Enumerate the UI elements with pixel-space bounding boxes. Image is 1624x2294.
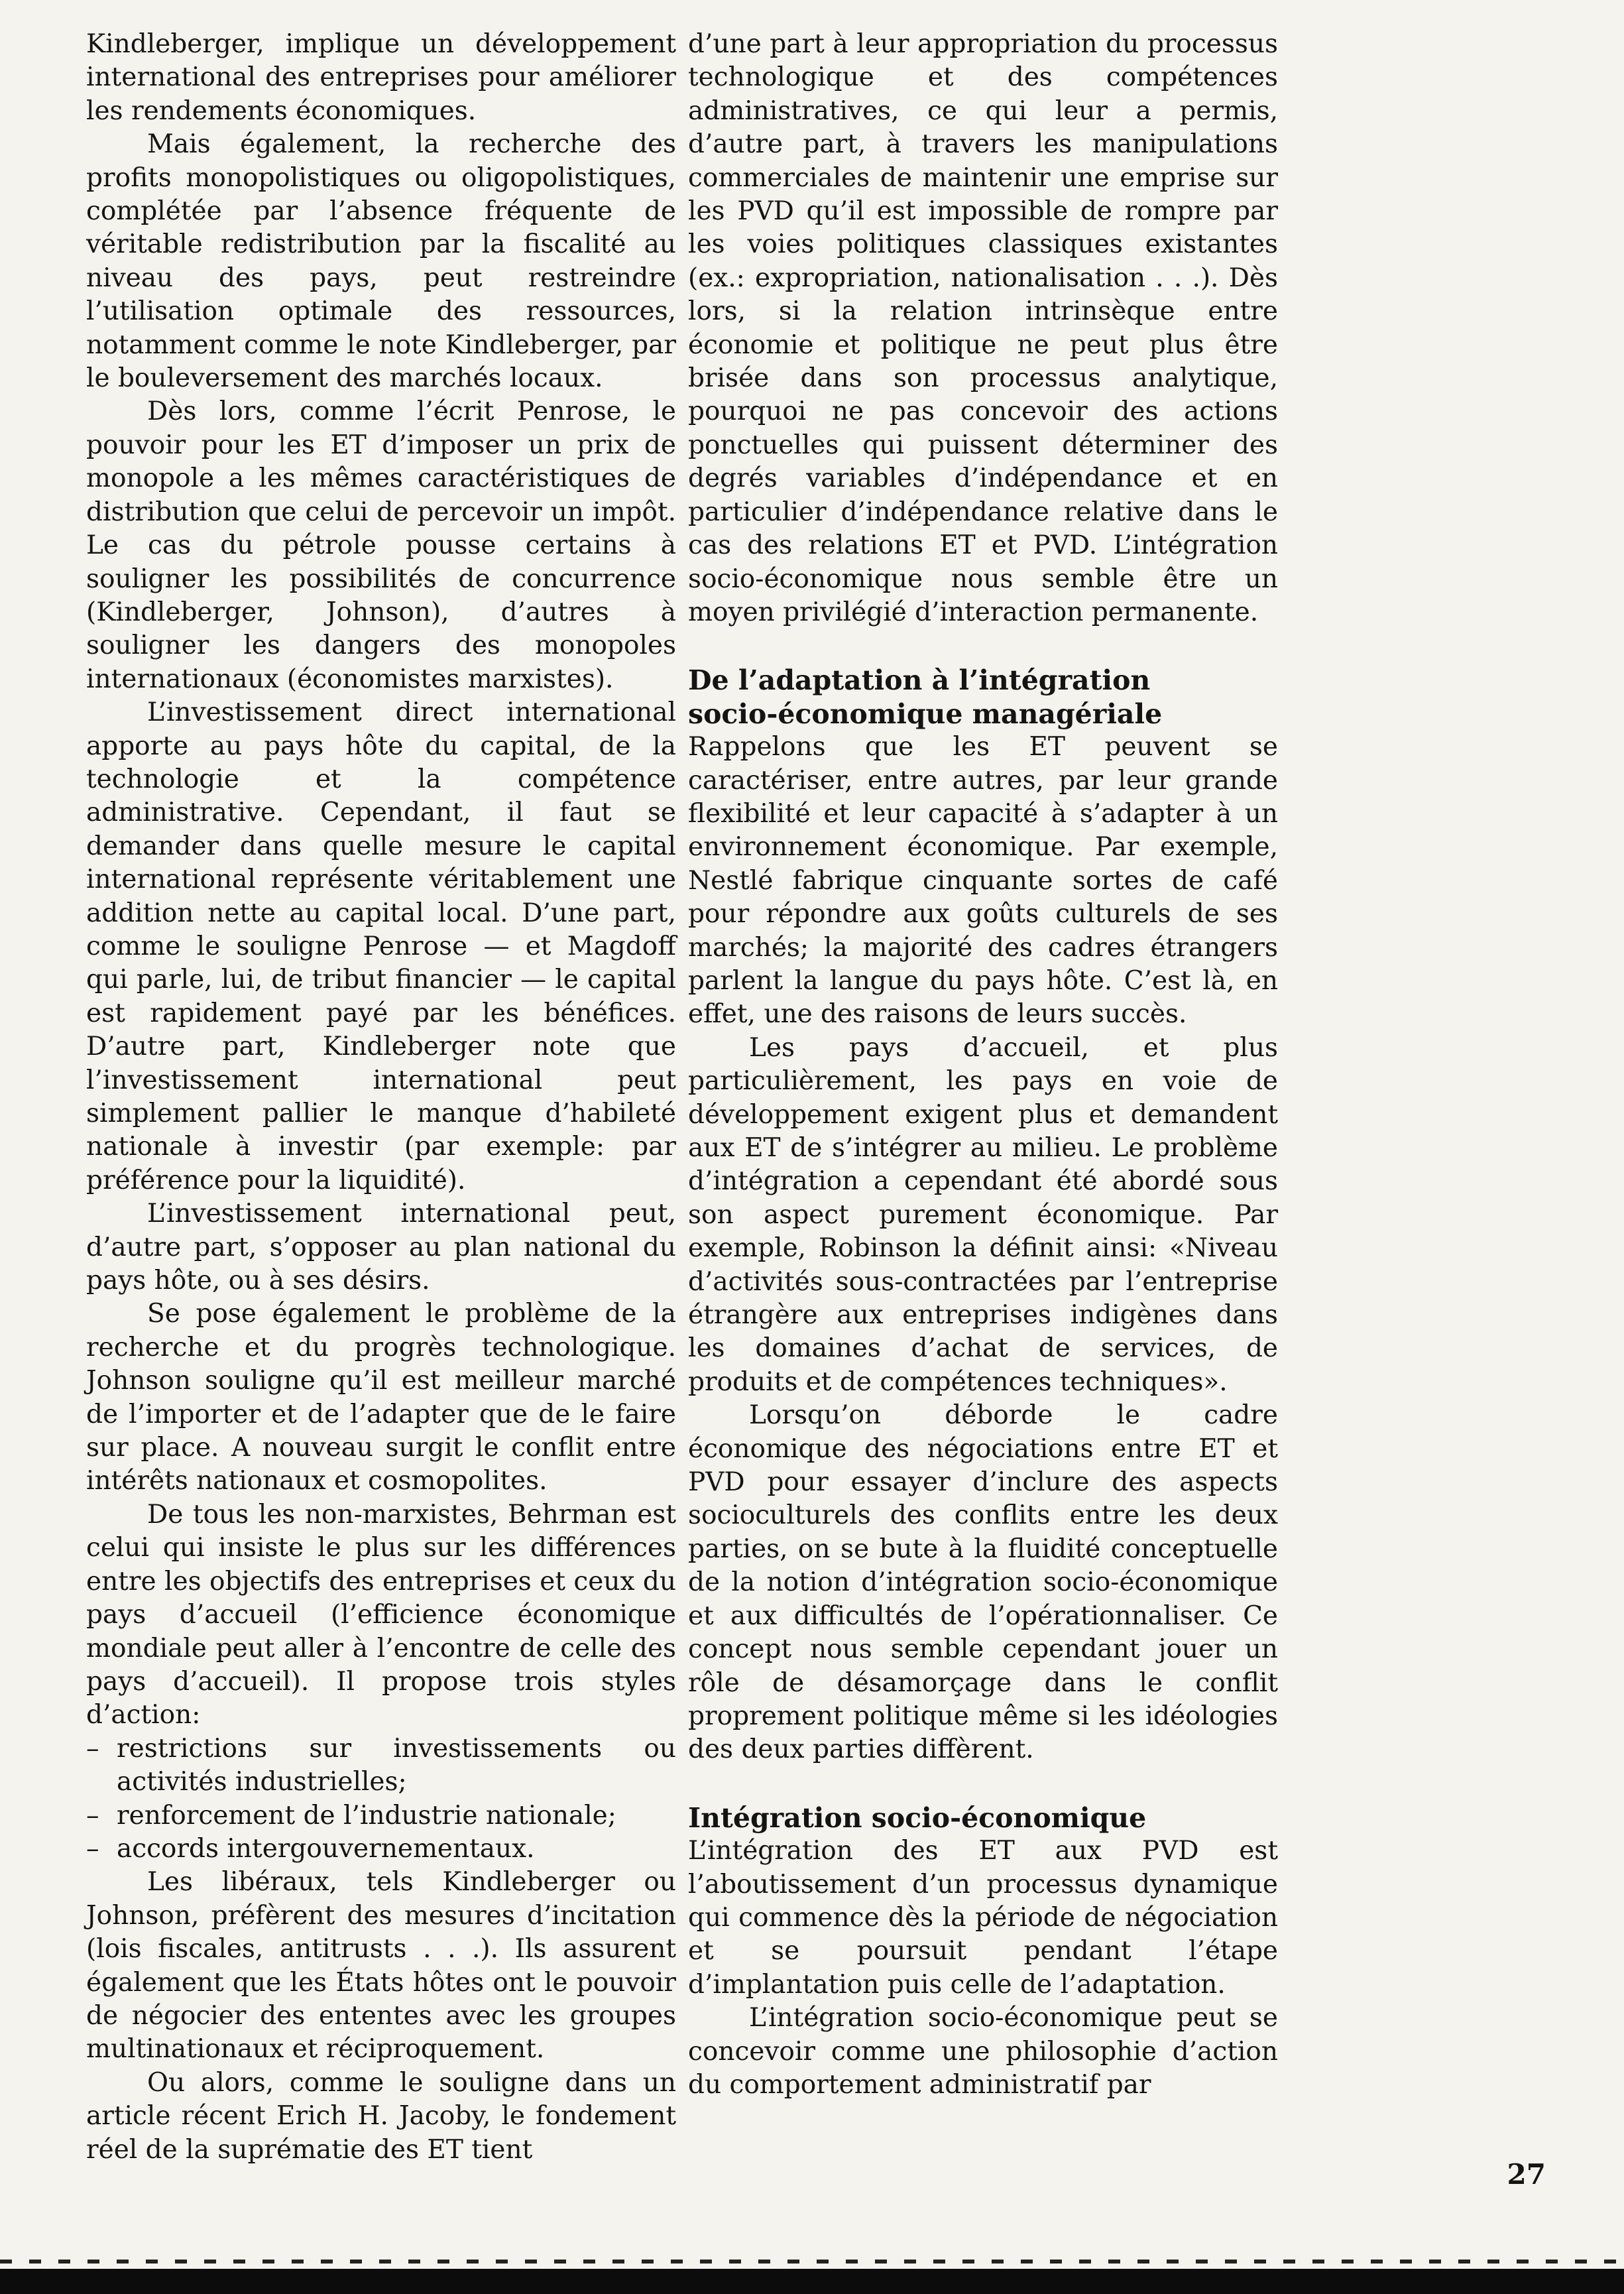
section-heading-line: De l’adaptation à l’intégration [688, 664, 1151, 697]
paragraph: Les pays d’accueil, et plus particulièrement, les pays en voie de développement exigent plus et demandent aux ET de s’intégrer au milieu. Le problème d’intégration a cependant été abordé sous son aspect purement économique. Par exemple, Robinson la définit ainsi: «Niveau d’activités sous-contractées par l’entreprise étrangère aux entreprises indigènes dans les domaines d’achat de services, de produits et de compétences techniques». [688, 1032, 1278, 1397]
list-item: – accords intergouvernementaux. [86, 1833, 676, 1866]
section-heading: Intégration socio-économique [688, 1801, 1147, 1834]
paragraph: d’une part à leur appropriation du processus technologique et des compétences administratives, ce qui leur a permis, d’autre part, à travers les manipulations commerciales de maintenir une emprise sur les PVD qu’il est impossible de rompre par les voies politiques classiques existantes (ex.: expropriation, nationalisation . . .). Dès lors, si la relation intrinsèque entre économie et politique ne peut plus être brisée dans son processus analytique, pourquoi ne pas concevoir des actions ponctuelles qui puissent déterminer des degrés variables d’indépendance et en particulier d’indépendance relative dans le cas des relations ET et PVD. L’intégration socio-économique nous semble être un moyen privilégié d’interaction permanente. [688, 29, 1278, 627]
paragraph: Se pose également le problème de la recherche et du progrès technologique. Johnson souligne qu’il est meilleur marché de l’importer et de l’adapter que de le faire sur place. A nouveau surgit le conflit entre intérêts nationaux et cosmopolites. [86, 1299, 676, 1496]
left-column [86, 28, 676, 2167]
paragraph: Kindleberger, implique un développement international des entreprises pour améliorer les rendements économiques. [86, 29, 676, 126]
paragraph: Mais également, la recherche des profits monopolistiques ou oligopolistiques, complétée par l’absence fréquente de véritable redistribution par la fiscalité au niveau des pays, peut restreindre l’utilisation optimale des ressources, notamment comme le note Kindleberger, par le bouleversement des marchés locaux. [86, 129, 676, 394]
right-column [688, 28, 1278, 2102]
paragraph: Lorsqu’on déborde le cadre économique des négociations entre ET et PVD pour essayer d’inclure des aspects socioculturels des conflits entre les deux parties, on se bute à la fluidité conceptuelle de la notion d’intégration socio-économique et aux difficultés de l’opérationnaliser. Ce concept nous semble cependant jouer un rôle de désamorçage dans le conflit proprement politique même si les idéologies des deux parties diffèrent. [688, 1400, 1278, 1765]
page-number: 27 [1507, 2158, 1546, 2191]
action-list [86, 1732, 676, 1866]
section-heading-line: socio-économique managériale [688, 697, 1163, 730]
paragraph: L’intégration socio-économique peut se concevoir comme une philosophie d’action du comportement administratif par [688, 2003, 1278, 2100]
paragraph: Ou alors, comme le souligne dans un article récent Erich H. Jacoby, le fondement réel de la suprématie des ET tient [86, 2067, 676, 2165]
bottom-rule [0, 2269, 1624, 2294]
paragraph: L’investissement international peut, d’autre part, s’opposer au plan national du pays hôte, ou à ses désirs. [86, 1199, 676, 1296]
section-heading [688, 664, 1278, 731]
paragraph: De tous les non-marxistes, Behrman est celui qui insiste le plus sur les différences entre les objectifs des entreprises et ceux du pays d’accueil (l’efficience économique mondiale peut aller à l’encontre de celle des pays d’accueil). Il propose trois styles d’action: [86, 1499, 676, 1730]
paragraph: Les libéraux, tels Kindleberger ou Johnson, préfèrent des mesures d’incitation (lois fiscales, antitrusts . . .). Ils assurent également que les États hôtes ont le pouvoir de négocier des ententes avec les groupes multinationaux et réciproquement. [86, 1867, 676, 2065]
list-item: – renforcement de l’industrie nationale; [86, 1799, 676, 1833]
paragraph: L’investissement direct international apporte au pays hôte du capital, de la technologie et la compétence administrative. Cependant, il faut se demander dans quelle mesure le capital international représente véritablement une addition nette au capital local. D’une part, comme le souligne Penrose — et Magdoff qui parle, lui, de tribut financier — le capital est rapidement payé par les bénéfices. D’autre part, Kindleberger note que l’investissement international peut simplement pallier le manque d’habileté nationale à investir (par exemple: par préférence pour la liquidité). [86, 697, 676, 1195]
paragraph: Rappelons que les ET peuvent se caractériser, entre autres, par leur grande flexibilité et leur capacité à s’adapter à un environnement économique. Par exemple, Nestlé fabrique cinquante sortes de café pour répondre aux goûts culturels de ses marchés; la majorité des cadres étrangers parlent la langue du pays hôte. C’est là, en effet, une des raisons de leurs succès. [688, 732, 1278, 1030]
list-item: – restrictions sur investissements ou activités industrielles; [86, 1732, 676, 1799]
paragraph: Dès lors, comme l’écrit Penrose, le pouvoir pour les ET d’imposer un prix de monopole a les mêmes caractéristiques de distribution que celui de percevoir un impôt. Le cas du pétrole pousse certains à souligner les possibilités de concurrence (Kindleberger, Johnson), d’autres à souligner les dangers des monopoles internationaux (économistes marxistes). [86, 396, 676, 694]
paragraph: L’intégration des ET aux PVD est l’aboutissement d’un processus dynamique qui commence dès la période de négociation et se poursuit pendant l’étape d’implantation puis celle de l’adaptation. [688, 1836, 1278, 2000]
